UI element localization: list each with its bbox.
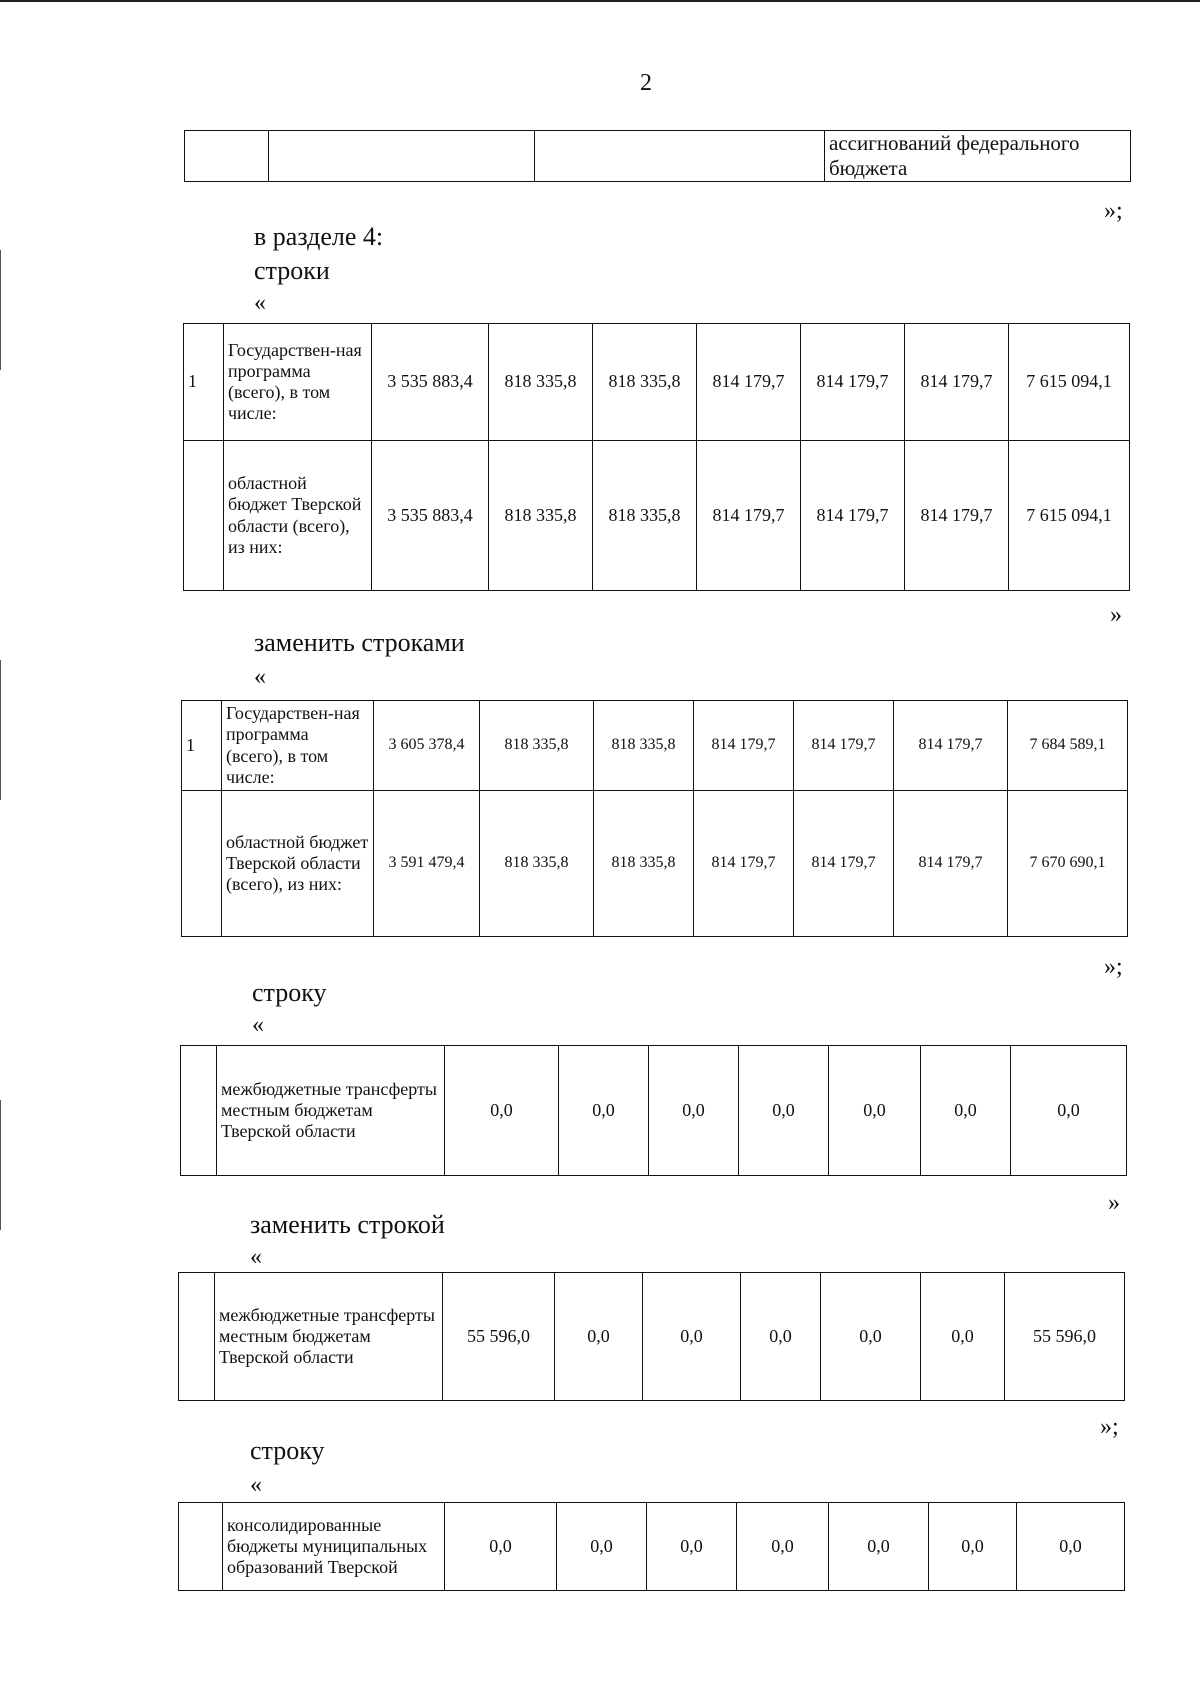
value-cell: 3 591 479,4	[374, 791, 480, 937]
row-label: консолидированные бюджеты муниципальных образований Тверской	[223, 1503, 445, 1591]
row-index: 1	[184, 324, 224, 441]
row-index	[184, 441, 224, 591]
empty-cell	[179, 1273, 215, 1401]
value-cell: 818 335,8	[593, 324, 697, 441]
empty-cell	[185, 131, 269, 182]
total-cell: 0,0	[1017, 1503, 1125, 1591]
total-cell: 7 615 094,1	[1009, 441, 1130, 591]
value-cell: 0,0	[929, 1503, 1017, 1591]
empty-cell	[181, 1046, 217, 1176]
total-cell: 55 596,0	[1005, 1273, 1125, 1401]
value-cell: 0,0	[921, 1046, 1011, 1176]
table-original-transfer-row	[180, 1045, 1127, 1176]
value-cell: 814 179,7	[794, 791, 894, 937]
close-quote: »	[1110, 602, 1122, 628]
value-cell: 0,0	[829, 1503, 929, 1591]
appropriations-cell: ассигнований федерального бюджета	[825, 131, 1131, 182]
value-cell: 814 179,7	[694, 701, 794, 791]
heading-rows: строки	[254, 256, 330, 285]
value-cell: 0,0	[445, 1503, 557, 1591]
value-cell: 814 179,7	[697, 441, 801, 591]
table-replacement-transfer-row	[178, 1272, 1125, 1401]
row-label: межбюджетные трансферты местным бюджетам Тверской области	[217, 1046, 445, 1176]
open-quote: «	[250, 1472, 262, 1498]
table-row	[182, 701, 1128, 791]
scan-margin-mark	[0, 250, 1, 370]
value-cell: 3 535 883,4	[372, 441, 489, 591]
table-consolidated-budgets-row	[178, 1502, 1125, 1591]
value-cell: 814 179,7	[894, 791, 1008, 937]
value-cell: 0,0	[741, 1273, 821, 1401]
value-cell: 3 535 883,4	[372, 324, 489, 441]
row-index: 1	[182, 701, 222, 791]
row-index	[182, 791, 222, 937]
heading-row: строку	[250, 1436, 325, 1465]
section-intro: в разделе 4:	[254, 222, 384, 251]
open-quote: «	[250, 1244, 262, 1270]
value-cell: 818 335,8	[480, 791, 594, 937]
value-cell: 0,0	[643, 1273, 741, 1401]
heading-row: строку	[252, 978, 327, 1007]
total-cell: 7 670 690,1	[1008, 791, 1128, 937]
value-cell: 0,0	[739, 1046, 829, 1176]
row-label: Государствен-ная программа (всего), в том числе:	[222, 701, 374, 791]
table-row	[181, 1046, 1127, 1176]
value-cell: 0,0	[649, 1046, 739, 1176]
close-quote: »;	[1100, 1414, 1119, 1440]
empty-cell	[535, 131, 825, 182]
value-cell: 814 179,7	[905, 324, 1009, 441]
value-cell: 818 335,8	[480, 701, 594, 791]
value-cell: 818 335,8	[489, 441, 593, 591]
top-continuation-table	[184, 130, 1131, 182]
value-cell: 0,0	[921, 1273, 1005, 1401]
page-number: 2	[640, 70, 652, 96]
close-quote: »;	[1104, 954, 1123, 980]
heading-replace-row: заменить строкой	[250, 1210, 445, 1239]
value-cell: 814 179,7	[801, 441, 905, 591]
table-row	[179, 1273, 1125, 1401]
value-cell: 818 335,8	[489, 324, 593, 441]
value-cell: 0,0	[445, 1046, 559, 1176]
empty-cell	[179, 1503, 223, 1591]
close-quote: »	[1108, 1190, 1120, 1216]
value-cell: 0,0	[559, 1046, 649, 1176]
value-cell: 818 335,8	[594, 791, 694, 937]
value-cell: 0,0	[647, 1503, 737, 1591]
table-row	[184, 441, 1130, 591]
value-cell: 0,0	[737, 1503, 829, 1591]
value-cell: 814 179,7	[801, 324, 905, 441]
table-replacement-rows	[181, 700, 1128, 937]
table-original-rows	[183, 323, 1130, 591]
value-cell: 3 605 378,4	[374, 701, 480, 791]
value-cell: 0,0	[557, 1503, 647, 1591]
total-cell: 7 684 589,1	[1008, 701, 1128, 791]
row-label: областной бюджет Тверской области (всего), из них:	[222, 791, 374, 937]
table-row	[179, 1503, 1125, 1591]
open-quote: «	[252, 1012, 264, 1038]
total-cell: 0,0	[1011, 1046, 1127, 1176]
value-cell: 0,0	[829, 1046, 921, 1176]
total-cell: 7 615 094,1	[1009, 324, 1130, 441]
heading-replace-rows: заменить строками	[254, 628, 465, 657]
row-label: областной бюджет Тверской области (всего), из них:	[224, 441, 372, 591]
open-quote: «	[254, 664, 266, 690]
table-row	[182, 791, 1128, 937]
value-cell: 814 179,7	[794, 701, 894, 791]
value-cell: 814 179,7	[894, 701, 1008, 791]
value-cell: 818 335,8	[593, 441, 697, 591]
row-label: Государствен-ная программа (всего), в том числе:	[224, 324, 372, 441]
value-cell: 818 335,8	[594, 701, 694, 791]
close-quote: »;	[1104, 198, 1123, 224]
scan-margin-mark	[0, 1100, 1, 1230]
value-cell: 814 179,7	[694, 791, 794, 937]
empty-cell	[269, 131, 535, 182]
top-border-line	[0, 0, 1200, 2]
value-cell: 0,0	[555, 1273, 643, 1401]
value-cell: 0,0	[821, 1273, 921, 1401]
value-cell: 814 179,7	[905, 441, 1009, 591]
open-quote: «	[254, 290, 266, 316]
value-cell: 814 179,7	[697, 324, 801, 441]
scan-margin-mark	[0, 660, 1, 800]
row-label: межбюджетные трансферты местным бюджетам Тверской области	[215, 1273, 443, 1401]
value-cell: 55 596,0	[443, 1273, 555, 1401]
table-row	[184, 324, 1130, 441]
